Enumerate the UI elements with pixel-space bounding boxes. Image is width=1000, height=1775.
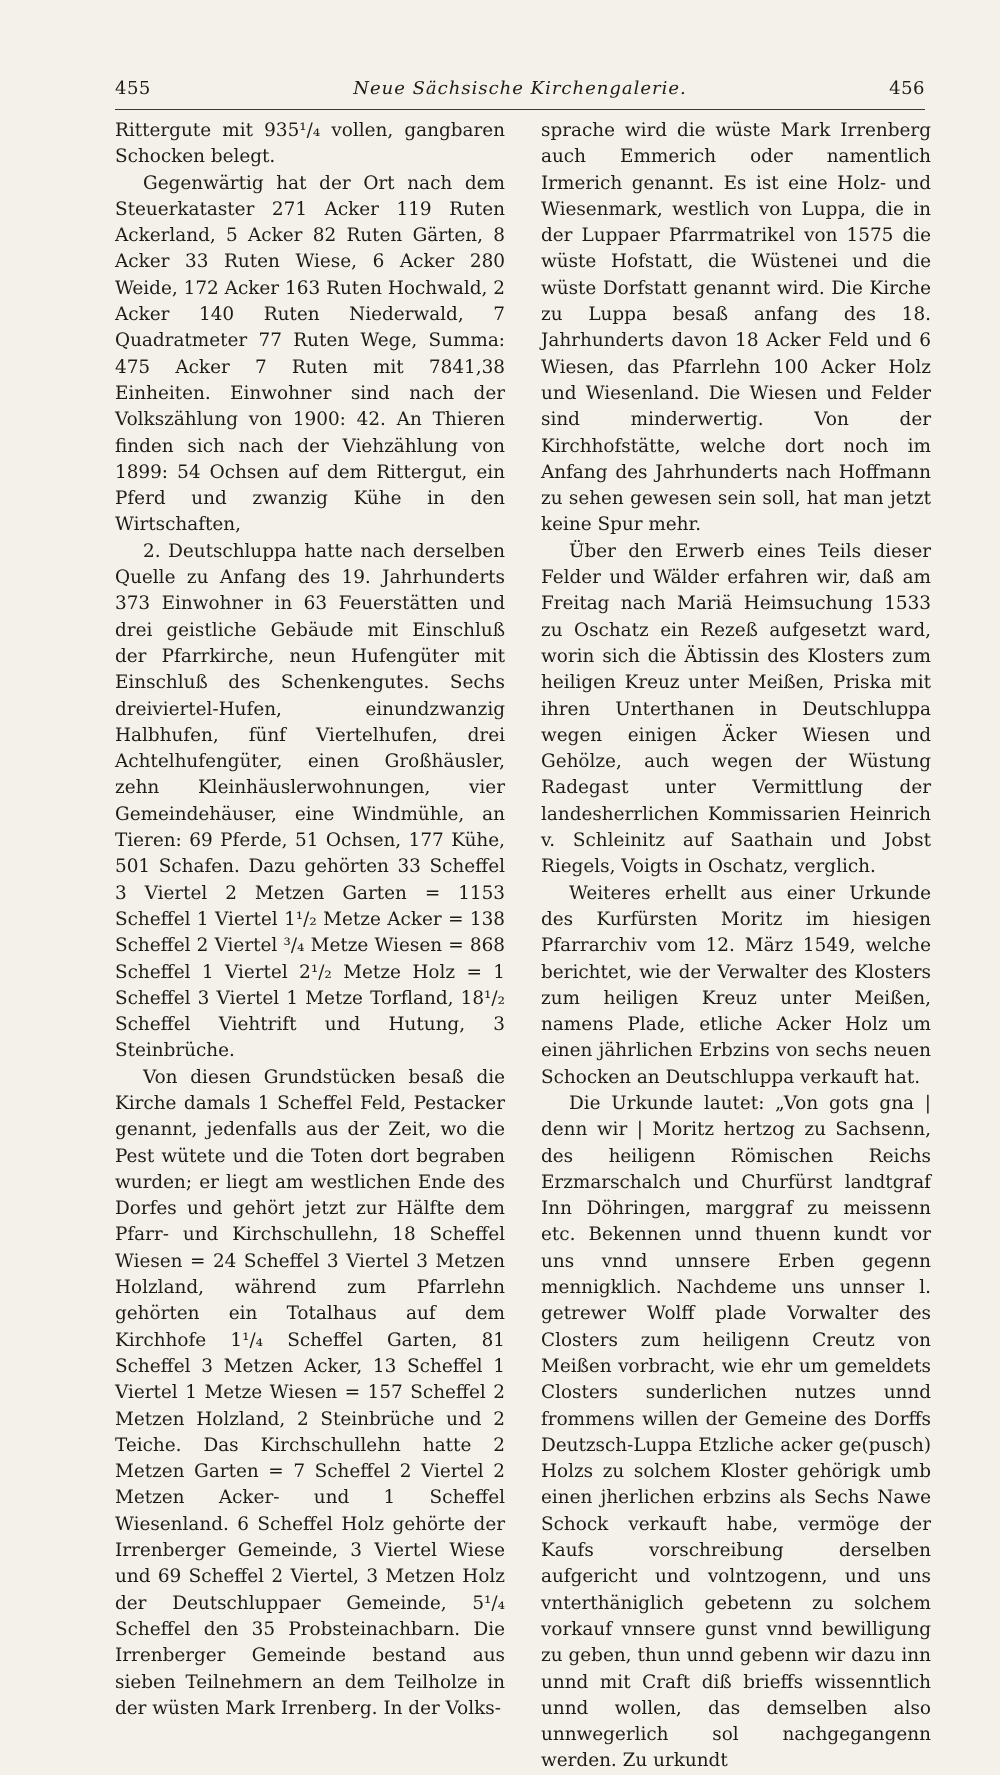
paragraph: Die Urkunde lautet: „Von gots gna | denn wir | Moritz hertzog zu Sachsenn, des heiligenn Römischen Reichs Erzmarschalch und Churfürst landtgraf Inn Döhringen, marggraf zu meissenn etc. Bekennen unnd thuenn kundt vor uns vnnd unnsere Erben gegenn mennigklich. Nachdeme uns unnser l. getrewer Wolff plade Vorwalter des Closters zum heiligenn Creutz von Meißen vorbracht, wie ehr um gemeldets Closters sunderlichen nutzes unnd frommens willen der Gemeine des Dorffs Deutzsch-Luppa Etzliche acker ge(pusch) Holzs zu solchem Kloster gehörigk umb einen jherlichen erbzins als Sechs Nawe Schock verkauft habe, vermöge der Kaufs vorschreibung derselben aufgericht und volntzogenn, und uns vnterthäniglich gebetenn zu solchem vorkauf vnnsere gunst vnnd bewilligung zu geben, thun unnd gebenn wir dazu inn unnd mit Craft diß brieffs wissenntlich unnd wollen, das demselben also unnwegerlich sol nachgegangenn werden. Zu urkundt xyxy=(541,1092,931,1772)
paragraph: 2. Deutschluppa hatte nach derselben Quelle zu Anfang des 19. Jahrhunderts 373 Einwohner in 63 Feuerstätten und drei geistliche Gebäude mit Einschluß der Pfarrkirche, neun Hufengüter mit Einschluß des Schenkengutes. Sechs dreiviertel-Hufen, einundzwanzig Halbhufen, fünf Viertelhufen, drei Achtelhufengüter, einen Großhäusler, zehn Kleinhäuslerwohnungen, vier Gemeindehäuser, eine Windmühle, an Tieren: 69 Pferde, 51 Ochsen, 177 Kühe, 501 Schafen. Dazu gehörten 33 Scheffel 3 Viertel 2 Metzen Garten = 1153 Scheffel 1 Viertel 1¹/₂ Metze Acker = 138 Scheffel 2 Viertel ³/₄ Metze Wiesen = 868 Scheffel 1 Viertel 2¹/₂ Metze Holz = 1 Scheffel 3 Viertel 1 Metze Torfland, 18¹/₂ Scheffel Viehtrift und Hutung, 3 Steinbrüche. xyxy=(115,540,505,1062)
paragraph: sprache wird die wüste Mark Irrenberg auch Emmerich oder namentlich Irmerich genannt. Es ist eine Holz- und Wiesenmark, westlich von Luppa, die in der Luppaer Pfarrmatrikel von 1575 die wüste Hofstatt, die Wüstenei und die wüste Dorfstatt genannt wird. Die Kirche zu Luppa besaß anfang des 18. Jahrhunderts davon 18 Acker Feld und 6 Wiesen, das Pfarrlehn 100 Acker Holz und Wiesenland. Die Wiesen und Felder sind minderwertig. Von der Kirchhofstätte, welche dort noch im Anfang des Jahrhunderts nach Hoffmann zu sehen gewesen sein soll, hat man jetzt keine Spur mehr. xyxy=(541,120,931,536)
paragraph: Über den Erwerb eines Teils dieser Felder und Wälder erfahren wir, daß am Freitag nach Mariä Heimsuchung 1533 zu Oschatz ein Rezeß aufgesetzt ward, worin sich die Äbtissin des Klosters zum heiligen Kreuz unter Meißen, Priska mit ihren Unterthanen in Deutschluppa wegen einigen Äcker Wiesen und Gehölze, auch wegen der Wüstung Radegast unter Vermittlung der landesherrlichen Kommissarien Heinrich v. Schleinitz auf Saathain und Jobst Riegels, Voigts in Oschatz, verglich. xyxy=(541,540,931,878)
header-rule xyxy=(115,109,925,110)
page-number-left: 455 xyxy=(115,78,151,99)
paragraph: Gegenwärtig hat der Ort nach dem Steuerkataster 271 Acker 119 Ruten Ackerland, 5 Acker 82 Ruten Gärten, 8 Acker 33 Ruten Wiese, 6 Acker 280 Weide, 172 Acker 163 Ruten Hochwald, 2 Acker 140 Ruten Niederwald, 7 Quadratmeter 77 Ruten Wege, Summa: 475 Acker 7 Ruten mit 7841,38 Einheiten. Einwohner sind nach der Volkszählung von 1900: 42. An Thieren finden sich nach der Viehzählung von 1899: 54 Ochsen auf dem Rittergut, ein Pferd und zwanzig Kühe in den Wirtschaften, xyxy=(115,172,505,536)
right-column xyxy=(541,118,931,1775)
paragraph: Weiteres erhellt aus einer Urkunde des Kurfürsten Moritz im hiesigen Pfarrarchiv vom 12. März 1549, welche berichtet, wie der Verwalter des Klosters zum heiligen Kreuz unter Meißen, namens Plade, etliche Acker Holz um einen jährlichen Erbzins von sechs neuen Schocken an Deutschluppa verkauft hat. xyxy=(541,882,931,1088)
page-number-right: 456 xyxy=(889,78,925,99)
paragraph: Rittergute mit 935¹/₄ vollen, gangbaren Schocken belegt. xyxy=(115,120,505,168)
running-title: Neue Sächsische Kirchengalerie. xyxy=(353,78,687,99)
left-column xyxy=(115,118,505,1722)
page-header xyxy=(115,78,925,108)
paragraph: Von diesen Grundstücken besaß die Kirche damals 1 Scheffel Feld, Pestacker genannt, jedenfalls aus der Zeit, wo die Pest wütete und die Toten dort begraben wurden; er liegt am westlichen Ende des Dorfes und gehört jetzt zur Hälfte dem Pfarr- und Kirchschullehn, 18 Scheffel Wiesen = 24 Scheffel 3 Viertel 3 Metzen Holzland, während zum Pfarrlehn gehörten ein Totalhaus auf dem Kirchhofe 1¹/₄ Scheffel Garten, 81 Scheffel 3 Metzen Acker, 13 Scheffel 1 Viertel 1 Metze Wiesen = 157 Scheffel 2 Metzen Holzland, 2 Steinbrüche und 2 Teiche. Das Kirchschullehn hatte 2 Metzen Garten = 7 Scheffel 2 Viertel 2 Metzen Acker- und 1 Scheffel Wiesenland. 6 Scheffel Holz gehörte der Irrenberger Gemeinde, 3 Viertel Wiese und 69 Scheffel 2 Viertel, 3 Metzen Holz der Deutschluppaer Gemeinde, 5¹/₄ Scheffel den 35 Probsteinachbarn. Die Irrenberger Gemeinde bestand aus sieben Teilnehmern an dem Teilholze in der wüsten Mark Irrenberg. In der Volks- xyxy=(115,1066,505,1719)
